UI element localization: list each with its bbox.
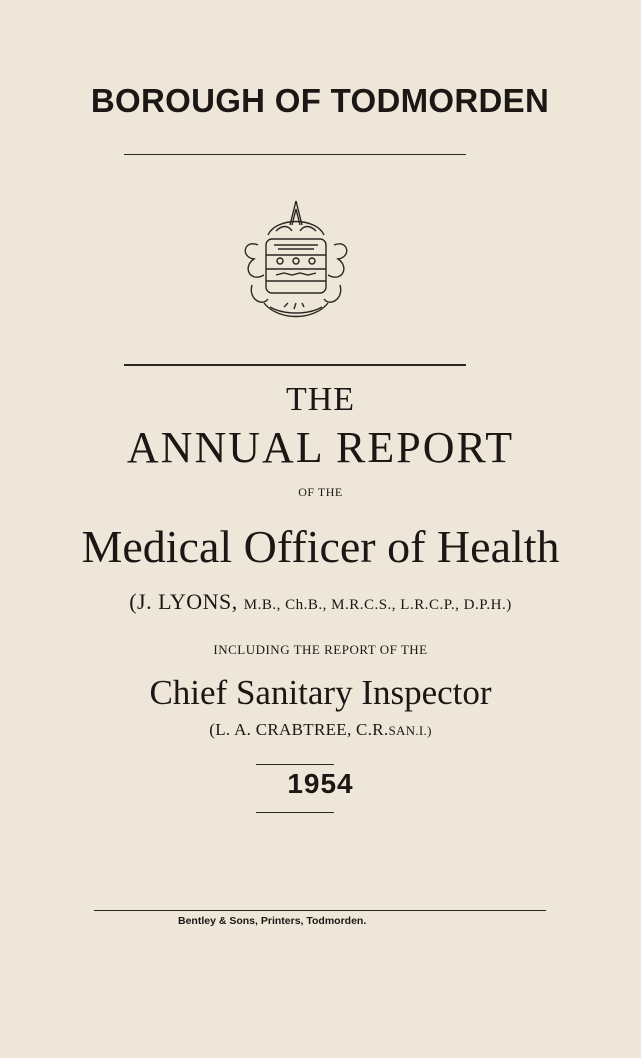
inspector-qualifications: SAN.I.) xyxy=(388,723,432,738)
medical-officer-qualifications: M.B., Ch.B., M.R.C.S., L.R.C.P., D.P.H.) xyxy=(243,597,512,613)
printer-imprint: Bentley & Sons, Printers, Todmorden. xyxy=(178,915,367,927)
year-top-rule xyxy=(256,764,334,765)
heading-of-the: OF THE xyxy=(298,485,343,499)
borough-coat-of-arms-icon xyxy=(228,195,364,331)
top-divider xyxy=(124,154,466,155)
report-year: 1954 xyxy=(287,768,354,799)
heading-annual-report: ANNUAL REPORT xyxy=(126,423,515,472)
borough-title: BOROUGH OF TODMORDEN xyxy=(90,82,550,119)
inspector-credentials xyxy=(0,720,641,740)
heading-the: THE xyxy=(285,381,356,418)
heading-chief-sanitary-inspector: Chief Sanitary Inspector xyxy=(149,673,492,712)
including-report-line: INCLUDING THE REPORT OF THE xyxy=(213,642,428,657)
medical-officer-credentials xyxy=(0,589,641,615)
year-bottom-rule xyxy=(256,812,334,813)
medical-officer-name: (J. LYONS, xyxy=(129,589,238,614)
footer-divider xyxy=(94,910,546,911)
crest-divider xyxy=(124,364,466,366)
heading-medical-officer: Medical Officer of Health xyxy=(81,521,560,572)
inspector-name: (L. A. CRABTREE, C.R. xyxy=(209,720,389,739)
